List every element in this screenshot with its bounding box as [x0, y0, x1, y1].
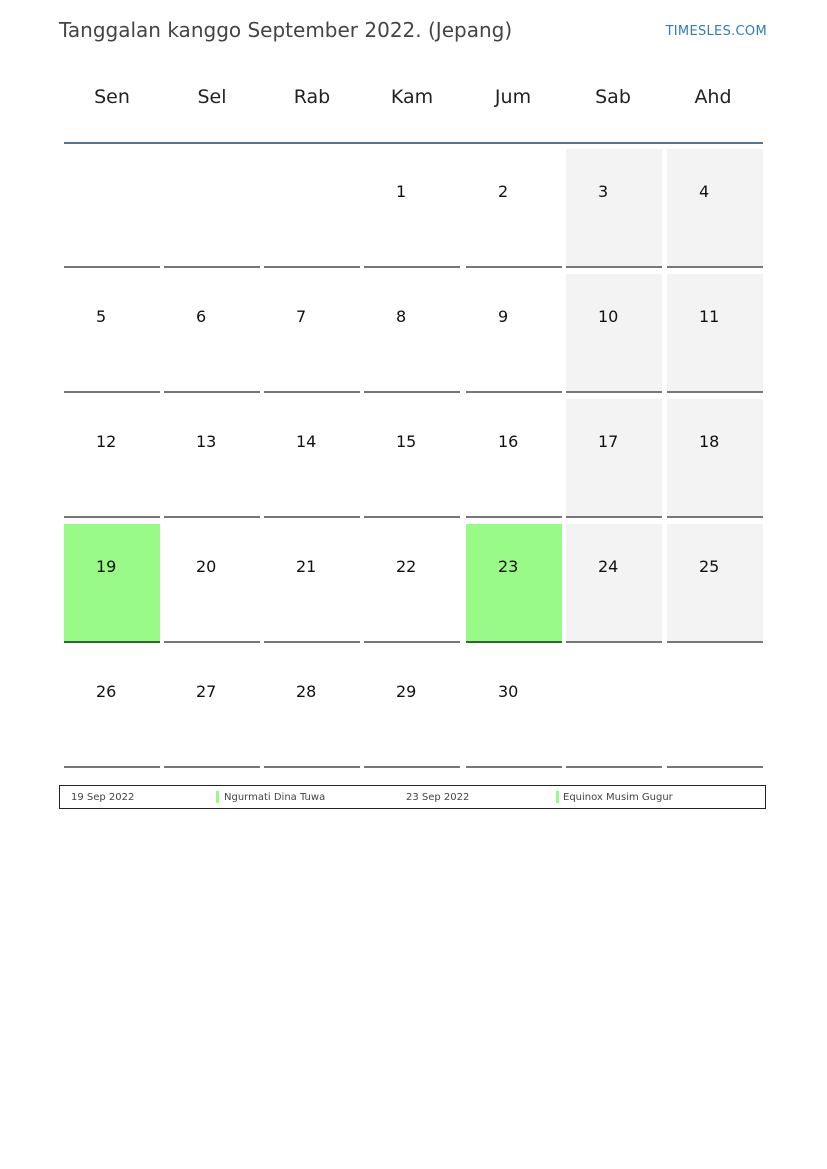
- legend-holiday-name: Ngurmati Dina Tuwa: [224, 792, 326, 803]
- calendar-day-cell[interactable]: [667, 524, 763, 643]
- weekday-sun: Ahd: [694, 86, 732, 108]
- calendar-day-cell[interactable]: [64, 399, 160, 518]
- day-number: 22: [396, 557, 417, 576]
- calendar-day-cell[interactable]: [364, 524, 460, 643]
- day-number: 28: [296, 682, 317, 701]
- day-number: 9: [498, 307, 509, 326]
- header-divider: [64, 142, 763, 144]
- calendar-day-cell[interactable]: [264, 649, 360, 768]
- calendar-day-cell[interactable]: [364, 149, 460, 268]
- calendar-day-cell[interactable]: [667, 149, 763, 268]
- calendar-day-cell[interactable]: [566, 274, 662, 393]
- day-number: 29: [396, 682, 417, 701]
- calendar-day-cell[interactable]: [566, 399, 662, 518]
- calendar-day-cell[interactable]: [667, 399, 763, 518]
- day-number: 19: [96, 557, 117, 576]
- day-number: 27: [196, 682, 217, 701]
- weekday-tue: Sel: [197, 86, 227, 108]
- legend-date: 23 Sep 2022: [406, 792, 470, 803]
- weekday-wed: Rab: [293, 86, 331, 108]
- calendar-day-cell[interactable]: [364, 649, 460, 768]
- calendar-empty-cell: [566, 649, 662, 768]
- calendar-day-cell[interactable]: [466, 149, 562, 268]
- day-number: 20: [196, 557, 217, 576]
- legend-swatch: [216, 791, 219, 803]
- day-number: 25: [699, 557, 720, 576]
- day-number: 23: [498, 557, 519, 576]
- day-number: 21: [296, 557, 317, 576]
- calendar-day-cell[interactable]: [566, 524, 662, 643]
- day-number: 8: [396, 307, 407, 326]
- calendar-empty-cell: [164, 149, 260, 268]
- weekday-header-row: [64, 86, 763, 122]
- calendar-empty-cell: [667, 649, 763, 768]
- day-number: 16: [498, 432, 519, 451]
- calendar-empty-cell: [264, 149, 360, 268]
- calendar-day-cell[interactable]: [264, 399, 360, 518]
- legend-holiday-name: Equinox Musim Gugur: [563, 792, 673, 803]
- page-title: Tanggalan kanggo September 2022. (Jepang): [59, 18, 513, 42]
- day-number: 18: [699, 432, 720, 451]
- day-number: 6: [196, 307, 207, 326]
- day-number: 12: [96, 432, 117, 451]
- weekday-mon: Sen: [94, 86, 130, 108]
- calendar-day-cell[interactable]: [364, 399, 460, 518]
- calendar-day-cell[interactable]: [264, 274, 360, 393]
- calendar-day-cell[interactable]: [164, 524, 260, 643]
- calendar-day-cell[interactable]: [164, 649, 260, 768]
- calendar-day-cell[interactable]: [566, 149, 662, 268]
- calendar-day-cell[interactable]: [64, 524, 160, 643]
- brand-link[interactable]: TIMESLES.COM: [665, 24, 767, 39]
- calendar-day-cell[interactable]: [466, 274, 562, 393]
- day-number: 4: [699, 182, 710, 201]
- weekday-thu: Kam: [390, 86, 434, 108]
- calendar-day-cell[interactable]: [466, 399, 562, 518]
- holiday-legend: [59, 785, 766, 809]
- calendar-day-cell[interactable]: [264, 524, 360, 643]
- weekday-sat: Sab: [595, 86, 631, 108]
- calendar-day-cell[interactable]: [64, 649, 160, 768]
- day-number: 30: [498, 682, 519, 701]
- day-number: 10: [598, 307, 619, 326]
- day-number: 15: [396, 432, 417, 451]
- calendar-day-cell[interactable]: [364, 274, 460, 393]
- calendar-day-cell[interactable]: [466, 524, 562, 643]
- calendar-day-cell[interactable]: [667, 274, 763, 393]
- calendar-grid: [64, 149, 763, 770]
- calendar-day-cell[interactable]: [164, 399, 260, 518]
- calendar-day-cell[interactable]: [64, 274, 160, 393]
- calendar-day-cell[interactable]: [164, 274, 260, 393]
- day-number: 14: [296, 432, 317, 451]
- day-number: 5: [96, 307, 107, 326]
- day-number: 24: [598, 557, 619, 576]
- day-number: 7: [296, 307, 307, 326]
- legend-swatch: [556, 791, 559, 803]
- day-number: 13: [196, 432, 217, 451]
- weekday-fri: Jum: [494, 86, 532, 108]
- legend-date: 19 Sep 2022: [71, 792, 135, 803]
- calendar-empty-cell: [64, 149, 160, 268]
- day-number: 17: [598, 432, 619, 451]
- day-number: 1: [396, 182, 407, 201]
- day-number: 2: [498, 182, 509, 201]
- day-number: 3: [598, 182, 609, 201]
- day-number: 11: [699, 307, 720, 326]
- day-number: 26: [96, 682, 117, 701]
- calendar-day-cell[interactable]: [466, 649, 562, 768]
